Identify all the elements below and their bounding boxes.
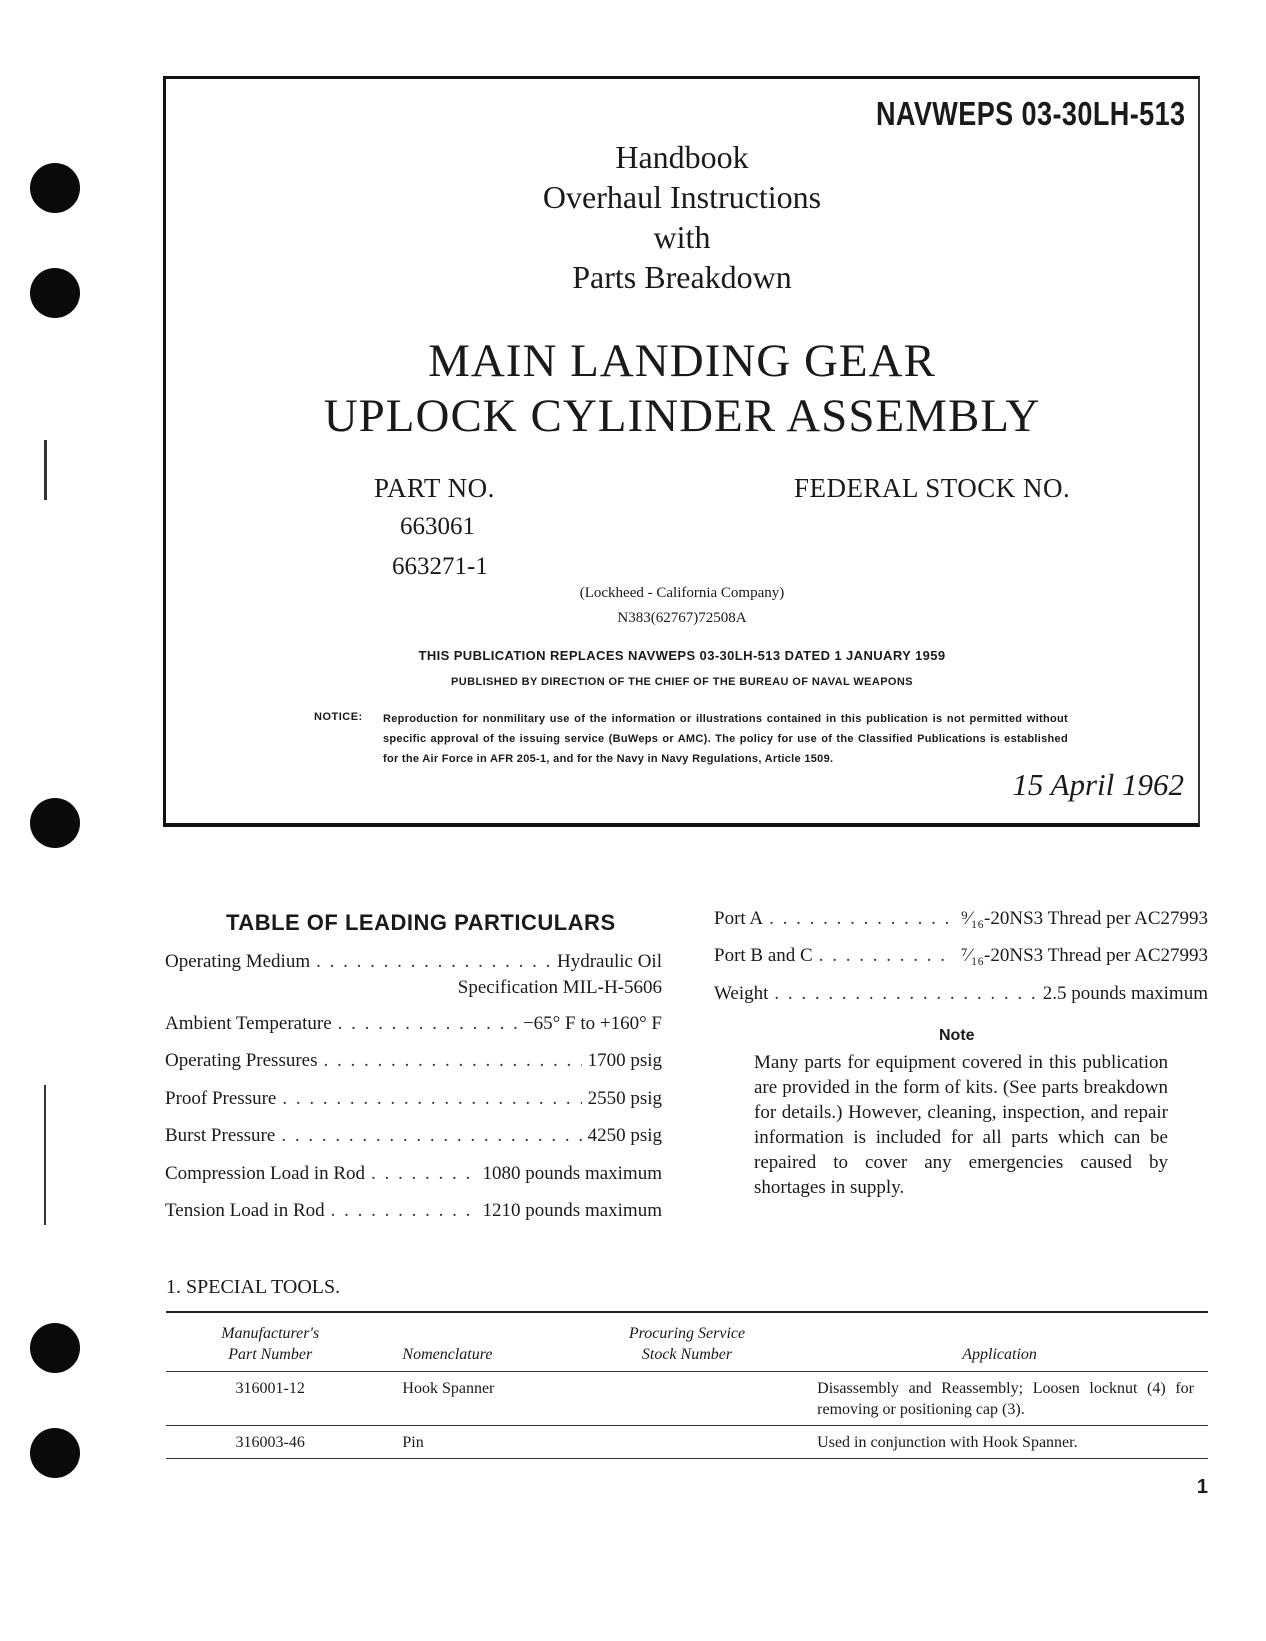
particular-label: Operating Medium xyxy=(165,951,311,972)
leader-dots xyxy=(774,983,1036,1005)
particular-value: 1080 pounds maximum xyxy=(482,1163,662,1184)
column-header: Manufacturer's Part Number xyxy=(166,1312,374,1372)
leader-dots xyxy=(371,1163,477,1185)
note-text: Many parts for equipment covered in this publication are provided in the form of kits. (See parts breakdown for details.) However, cleaning, inspection, and repair information is included for all parts which can be repaired to cover any emergencies caused by shortages in supply. xyxy=(754,1052,1168,1198)
column-header: Nomenclature xyxy=(374,1312,582,1372)
particular-value: ⁹⁄₁₆-20NS3 Thread per AC27993 xyxy=(961,908,1208,929)
particular-row xyxy=(165,1200,662,1222)
leader-dots xyxy=(282,1088,581,1110)
company-name: (Lockheed - California Company) xyxy=(579,585,785,601)
scan-mark xyxy=(44,1085,46,1225)
particular-row xyxy=(165,951,662,973)
table-row xyxy=(166,1372,1208,1426)
particular-label: Weight xyxy=(714,983,769,1004)
particular-label: Port A xyxy=(714,908,764,929)
document-number: NAVWEPS 03-30LH-513 xyxy=(876,95,1186,132)
handbook-line: Overhaul Instructions xyxy=(542,179,822,215)
particular-label: Compression Load in Rod xyxy=(165,1163,366,1184)
special-tools-table xyxy=(166,1311,1208,1459)
publication-date: 15 April 1962 xyxy=(1012,767,1184,802)
binder-hole-3 xyxy=(30,798,80,848)
particular-value: 2.5 pounds maximum xyxy=(1042,983,1208,1004)
table-cell: Disassembly and Reassembly; Loosen locknut (4) for removing or positioning cap (3). xyxy=(791,1372,1208,1426)
table-cell xyxy=(583,1426,791,1459)
particular-value: −65° F to +160° F xyxy=(522,1013,662,1034)
part-number: 663061 xyxy=(400,513,475,540)
handbook-line: with xyxy=(653,219,711,255)
particular-value: 1210 pounds maximum xyxy=(482,1200,662,1221)
particular-value: Hydraulic Oil xyxy=(556,951,662,972)
handbook-line: Parts Breakdown xyxy=(572,259,792,295)
particular-value: 4250 psig xyxy=(587,1125,662,1146)
table-cell: Used in conjunction with Hook Spanner. xyxy=(791,1426,1208,1459)
column-header: Application xyxy=(791,1312,1208,1372)
particular-row xyxy=(165,1088,662,1110)
particular-row xyxy=(165,1050,662,1072)
replaces-statement: THIS PUBLICATION REPLACES NAVWEPS 03-30LH-513 DATED 1 JANUARY 1959 xyxy=(418,648,946,663)
particular-row xyxy=(714,945,1208,967)
table-cell: Pin xyxy=(374,1426,582,1459)
particular-value: 1700 psig xyxy=(587,1050,662,1071)
particular-value: ⁷⁄₁₆-20NS3 Thread per AC27993 xyxy=(961,945,1208,966)
table-cell: 316001-12 xyxy=(166,1372,374,1426)
column-header: Procuring Service Stock Number xyxy=(583,1312,791,1372)
leader-dots xyxy=(316,951,551,973)
section-heading: 1. SPECIAL TOOLS. xyxy=(166,1276,341,1298)
binder-hole-1 xyxy=(30,163,80,213)
binder-hole-4 xyxy=(30,1323,80,1373)
page-number: 1 xyxy=(1196,1476,1208,1498)
notice-label: NOTICE: xyxy=(314,711,363,723)
binder-hole-2 xyxy=(30,268,80,318)
leader-dots xyxy=(769,908,955,930)
particular-value: 2550 psig xyxy=(587,1088,662,1109)
leader-dots xyxy=(281,1125,581,1147)
notice-text: Reproduction for nonmilitary use of the information or illustrations contained in this publication is not permitted without specific approval of the issuing service (BuWeps or AMC). The policy for use of the Classified Publications is established for the Air Force in AFR 205-1, and for the Navy in Navy Regulations, Article 1509. xyxy=(383,713,1068,765)
particular-label: Port B and C xyxy=(714,945,813,966)
leader-dots xyxy=(324,1050,582,1072)
particular-label: Proof Pressure xyxy=(165,1088,277,1109)
scan-mark xyxy=(44,440,47,500)
particular-row xyxy=(714,908,1208,930)
particular-label: Ambient Temperature xyxy=(165,1013,332,1034)
particular-label: Burst Pressure xyxy=(165,1125,276,1146)
note-heading: Note xyxy=(939,1027,975,1044)
part-no-label: PART NO. xyxy=(374,473,495,503)
particular-row xyxy=(165,1013,662,1035)
table-cell xyxy=(583,1372,791,1426)
federal-stock-label: FEDERAL STOCK NO. xyxy=(794,473,1071,503)
particular-row xyxy=(714,983,1208,1005)
contract-number: N383(62767)72508A xyxy=(617,610,747,626)
particular-row xyxy=(165,1163,662,1185)
document-title: MAIN LANDING GEAR xyxy=(428,335,936,387)
particular-subvalue: Specification MIL-H-5606 xyxy=(457,977,662,998)
part-number: 663271-1 xyxy=(392,553,488,580)
table-row xyxy=(166,1426,1208,1459)
table-cell: 316003-46 xyxy=(166,1426,374,1459)
table-header-row xyxy=(166,1312,1208,1372)
particular-label: Tension Load in Rod xyxy=(165,1200,325,1221)
particulars-title: TABLE OF LEADING PARTICULARS xyxy=(226,910,616,935)
leader-dots xyxy=(338,1013,517,1035)
leader-dots xyxy=(331,1200,477,1222)
published-by-statement: PUBLISHED BY DIRECTION OF THE CHIEF OF THE BUREAU OF NAVAL WEAPONS xyxy=(451,676,913,688)
binder-hole-5 xyxy=(30,1428,80,1478)
document-title: UPLOCK CYLINDER ASSEMBLY xyxy=(323,390,1041,442)
particular-label: Operating Pressures xyxy=(165,1050,318,1071)
particular-row xyxy=(165,1125,662,1147)
table-cell: Hook Spanner xyxy=(374,1372,582,1426)
leader-dots xyxy=(819,945,955,967)
handbook-line: Handbook xyxy=(615,139,749,175)
cover-box xyxy=(163,76,1200,827)
